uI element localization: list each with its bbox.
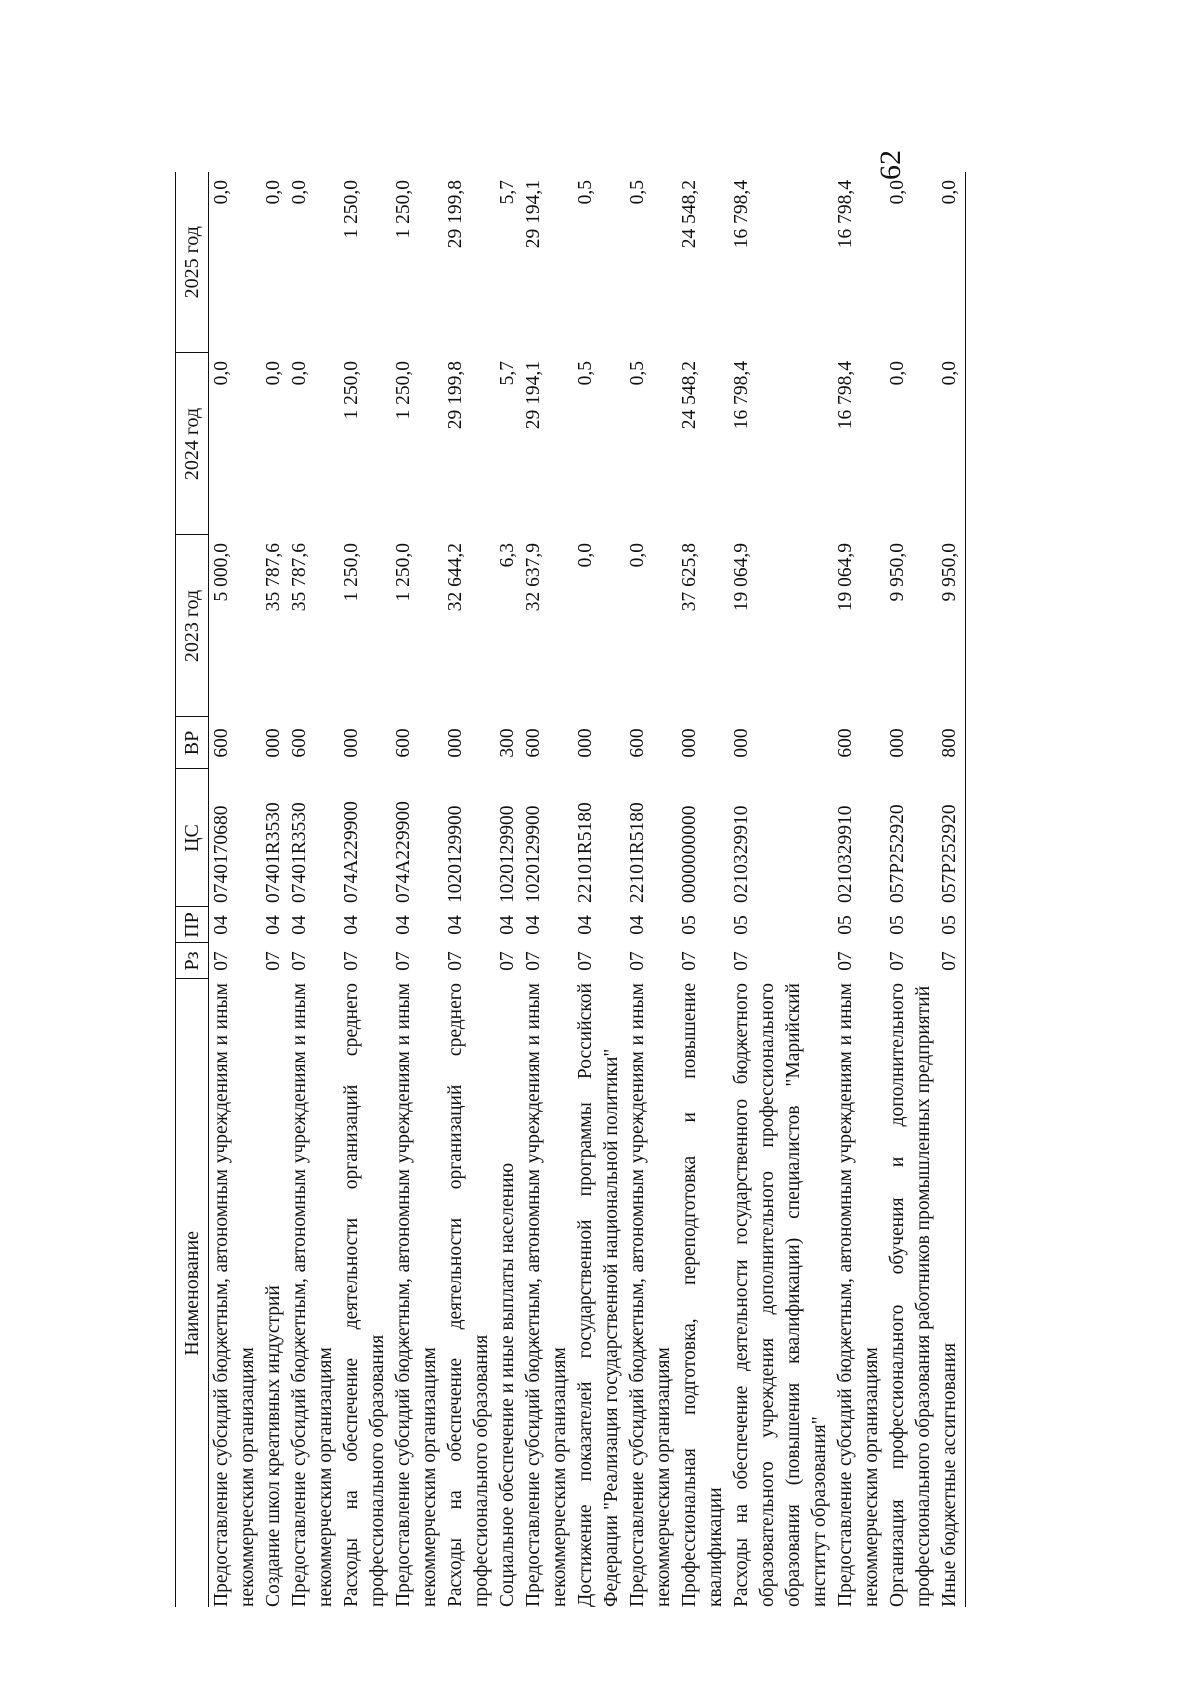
cell-2023: 9 950,0 <box>939 543 960 602</box>
budget-table <box>175 172 965 1607</box>
cell-2024: 16 798,4 <box>835 361 856 430</box>
cell-2024: 16 798,4 <box>731 361 752 430</box>
cell-2023: 1 250,0 <box>341 543 362 602</box>
cell-vr: 300 <box>497 728 518 758</box>
cell-name: Предоставление субсидий бюджетным, автономным учреждениям и иным некоммерческим организациям <box>289 983 336 1607</box>
cell-2024: 1 250,0 <box>393 361 414 420</box>
cell-pr: 04 <box>211 915 232 935</box>
cell-vr: 000 <box>731 728 752 758</box>
cell-2025: 0,0 <box>289 180 310 205</box>
cell-vr: 000 <box>445 728 466 758</box>
cell-2023: 9 950,0 <box>887 543 908 602</box>
cell-rz: 07 <box>263 951 284 971</box>
header-vr: ВР <box>176 717 209 769</box>
header-cs: ЦС <box>176 769 209 907</box>
cell-name: Иные бюджетные ассигнования <box>939 1342 960 1607</box>
cell-cs: 1020129900 <box>445 805 466 903</box>
page-number: 62 <box>874 150 907 180</box>
cell-2025: 24 548,2 <box>679 180 700 249</box>
table-body <box>209 172 966 1607</box>
cell-rz: 07 <box>211 951 232 971</box>
cell-name: Достижение показателей государственной программы Российской Федерации "Реализация государственной национальной политики" <box>575 983 622 1607</box>
cell-2024: 0,0 <box>211 361 232 386</box>
cell-2023: 1 250,0 <box>393 543 414 602</box>
cell-2025: 16 798,4 <box>835 180 856 249</box>
header-pr: ПР <box>176 907 209 943</box>
cell-pr: 04 <box>575 915 596 935</box>
header-2024: 2024 год <box>176 353 209 535</box>
cell-2023: 37 625,8 <box>679 543 700 612</box>
cell-2025: 0,5 <box>575 180 596 205</box>
table-row <box>495 172 521 1607</box>
cell-vr: 000 <box>679 728 700 758</box>
cell-rz: 07 <box>341 951 362 971</box>
cell-2025: 0,0 <box>887 180 908 205</box>
cell-2025: 0,0 <box>211 180 232 205</box>
cell-pr: 04 <box>445 915 466 935</box>
table-row <box>625 172 677 1607</box>
cell-pr: 04 <box>341 915 362 935</box>
cell-cs: 057P252920 <box>887 804 908 903</box>
cell-cs: 07401R3530 <box>263 802 284 903</box>
cell-cs: 057P252920 <box>939 804 960 903</box>
header-rz: Рз <box>176 943 209 979</box>
table-row <box>677 172 729 1607</box>
cell-2024: 0,0 <box>289 361 310 386</box>
cell-2024: 5,7 <box>497 361 518 386</box>
cell-vr: 600 <box>523 728 544 758</box>
cell-rz: 07 <box>679 951 700 971</box>
cell-cs: 1020129900 <box>523 805 544 903</box>
cell-vr: 000 <box>263 728 284 758</box>
cell-name: Предоставление субсидий бюджетным, автономным учреждениям и иным некоммерческим организациям <box>835 983 882 1607</box>
cell-vr: 600 <box>627 728 648 758</box>
cell-2023: 35 787,6 <box>289 543 310 612</box>
cell-2024: 0,0 <box>263 361 284 386</box>
cell-name: Предоставление субсидий бюджетным, автономным учреждениям и иным некоммерческим организациям <box>523 983 570 1607</box>
cell-rz: 07 <box>497 951 518 971</box>
cell-vr: 600 <box>835 728 856 758</box>
cell-2023: 32 637,9 <box>523 543 544 612</box>
cell-vr: 000 <box>575 728 596 758</box>
cell-vr: 800 <box>939 728 960 758</box>
cell-2024: 0,0 <box>939 361 960 386</box>
cell-rz: 07 <box>939 951 960 971</box>
cell-name: Предоставление субсидий бюджетным, автономным учреждениям и иным некоммерческим организациям <box>393 983 440 1607</box>
cell-cs: 0210329910 <box>835 805 856 903</box>
cell-vr: 000 <box>887 728 908 758</box>
cell-2024: 0,0 <box>887 361 908 386</box>
table-row <box>573 172 625 1607</box>
cell-name: Расходы на обеспечение деятельности организаций среднего профессионального образования <box>445 983 492 1607</box>
cell-rz: 07 <box>731 951 752 971</box>
cell-rz: 07 <box>835 951 856 971</box>
table-row <box>443 172 495 1607</box>
cell-pr: 04 <box>497 915 518 935</box>
cell-pr: 05 <box>835 915 856 935</box>
table-row <box>833 172 885 1607</box>
cell-name: Предоставление субсидий бюджетным, автономным учреждениям и иным некоммерческим организациям <box>627 983 674 1607</box>
cell-pr: 05 <box>731 915 752 935</box>
cell-name: Расходы на обеспечение деятельности организаций среднего профессионального образования <box>341 983 388 1607</box>
cell-pr: 04 <box>289 915 310 935</box>
cell-2025: 29 199,8 <box>445 180 466 249</box>
cell-rz: 07 <box>575 951 596 971</box>
cell-rz: 07 <box>445 951 466 971</box>
cell-vr: 600 <box>393 728 414 758</box>
cell-2024: 29 194,1 <box>523 361 544 430</box>
cell-2023: 32 644,2 <box>445 543 466 612</box>
cell-2023: 6,3 <box>497 543 518 568</box>
cell-cs: 0740170680 <box>211 805 232 903</box>
cell-2023: 5 000,0 <box>211 543 232 602</box>
cell-pr: 04 <box>627 915 648 935</box>
cell-name: Социальное обеспечение и иные выплаты населению <box>497 1162 518 1607</box>
cell-2025: 0,0 <box>939 180 960 205</box>
cell-2024: 0,5 <box>575 361 596 386</box>
cell-2023: 19 064,9 <box>731 543 752 612</box>
cell-2024: 29 199,8 <box>445 361 466 430</box>
header-2025: 2025 год <box>176 172 209 353</box>
cell-2025: 5,7 <box>497 180 518 205</box>
table-row <box>937 172 965 1607</box>
cell-2025: 1 250,0 <box>341 180 362 239</box>
table-row <box>729 172 833 1607</box>
cell-cs: 22101R5180 <box>575 802 596 903</box>
cell-vr: 600 <box>289 728 310 758</box>
cell-2023: 35 787,6 <box>263 543 284 612</box>
cell-cs: 0210329910 <box>731 805 752 903</box>
cell-2023: 0,0 <box>575 543 596 568</box>
cell-cs: 074A229900 <box>341 801 362 903</box>
cell-cs: 07401R3530 <box>289 802 310 903</box>
cell-cs: 0000000000 <box>679 805 700 903</box>
cell-rz: 07 <box>887 951 908 971</box>
cell-2023: 0,0 <box>627 543 648 568</box>
cell-2025: 29 194,1 <box>523 180 544 249</box>
cell-2024: 0,5 <box>627 361 648 386</box>
cell-2024: 1 250,0 <box>341 361 362 420</box>
table-row <box>521 172 573 1607</box>
table-row <box>391 172 443 1607</box>
cell-name: Расходы на обеспечение деятельности государственного бюджетного образовательного учреждения дополнительного профессионального образования (повышения квалификации) специалистов "Марийский институт образования" <box>731 983 830 1607</box>
header-2023: 2023 год <box>176 535 209 717</box>
table-header-row <box>176 172 209 1607</box>
cell-rz: 07 <box>627 951 648 971</box>
cell-rz: 07 <box>523 951 544 971</box>
table-row <box>885 172 937 1607</box>
cell-rz: 07 <box>393 951 414 971</box>
cell-name: Организация профессионального обучения и дополнительного профессионального образования работников промышленных предприятий <box>887 983 934 1607</box>
cell-rz: 07 <box>289 951 310 971</box>
cell-pr: 05 <box>887 915 908 935</box>
cell-pr: 04 <box>523 915 544 935</box>
cell-2025: 0,5 <box>627 180 648 205</box>
cell-2024: 24 548,2 <box>679 361 700 430</box>
cell-2023: 19 064,9 <box>835 543 856 612</box>
cell-name: Создание школ креативных индустрий <box>263 1285 284 1607</box>
cell-2025: 16 798,4 <box>731 180 752 249</box>
budget-table-sheet <box>175 172 1055 1607</box>
table-row <box>209 172 262 1607</box>
cell-pr: 05 <box>679 915 700 935</box>
table-row <box>261 172 287 1607</box>
table-bottom-rule <box>965 172 966 1607</box>
cell-pr: 04 <box>263 915 284 935</box>
cell-cs: 1020129900 <box>497 805 518 903</box>
cell-cs: 22101R5180 <box>627 802 648 903</box>
cell-pr: 05 <box>939 915 960 935</box>
cell-name: Предоставление субсидий бюджетным, автономным учреждениям и иным некоммерческим организациям <box>211 983 258 1607</box>
cell-cs: 074A229900 <box>393 801 414 903</box>
cell-2025: 0,0 <box>263 180 284 205</box>
cell-name: Профессиональная подготовка, переподготовка и повышение квалификации <box>679 983 726 1607</box>
cell-vr: 000 <box>341 728 362 758</box>
cell-2025: 1 250,0 <box>393 180 414 239</box>
cell-vr: 600 <box>211 728 232 758</box>
header-name: Наименование <box>176 979 209 1607</box>
table-row <box>339 172 391 1607</box>
table-row <box>287 172 339 1607</box>
cell-pr: 04 <box>393 915 414 935</box>
